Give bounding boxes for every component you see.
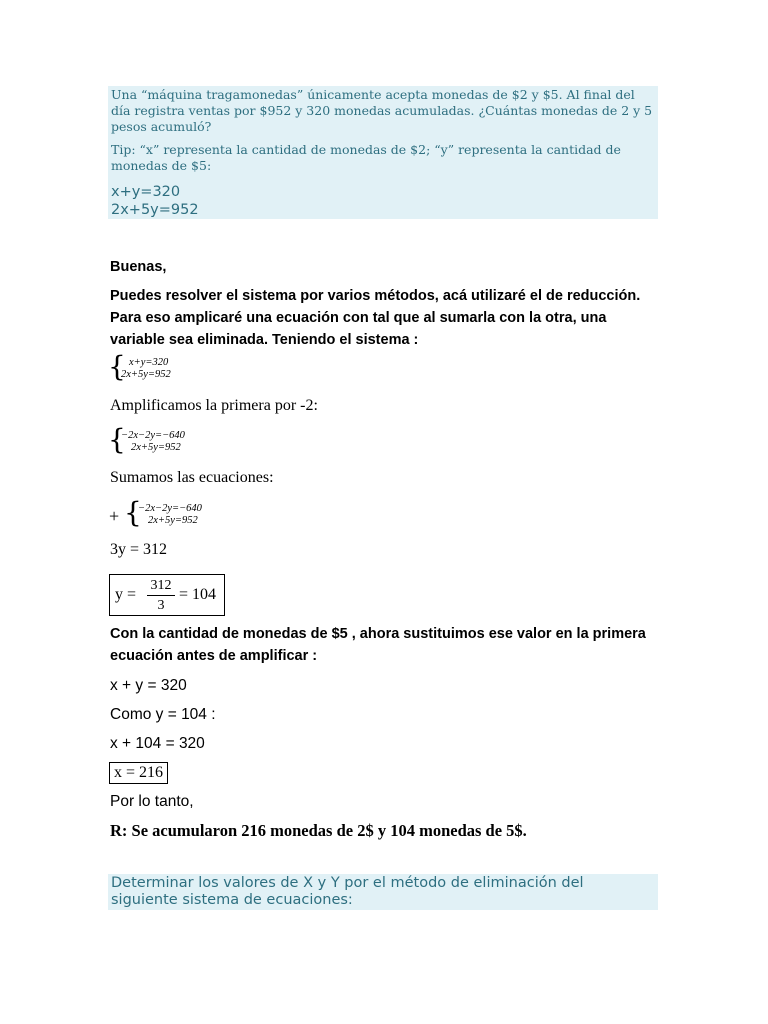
problem-equation-1: x+y=320 bbox=[111, 184, 181, 200]
line-x-plus-y: x + y = 320 bbox=[110, 677, 187, 694]
system-2-brace: { bbox=[108, 423, 126, 456]
problem-equation-2: 2x+5y=952 bbox=[111, 202, 199, 218]
next-problem-statement: Determinar los valores de X y Y por el método de eliminación del siguiente sistema de ecuaciones: bbox=[111, 875, 584, 908]
system-1-eq1: x+y=320 bbox=[129, 357, 169, 368]
y-lhs: y = bbox=[115, 586, 137, 603]
final-answer: R: Se acumularon 216 monedas de 2$ y 104 monedas de 5$. bbox=[110, 821, 527, 840]
amplify-text: Amplificamos la primera por -2: bbox=[110, 397, 318, 414]
y-result-box bbox=[109, 574, 225, 616]
y-numerator: 312 bbox=[150, 578, 172, 593]
problem-tip: Tip: “x” representa la cantidad de monedas de $2; “y” representa la cantidad de monedas de $5: bbox=[111, 142, 621, 173]
system-3-brace: { bbox=[124, 496, 142, 529]
result-3y: 3y = 312 bbox=[110, 541, 168, 558]
problem-statement: Una “máquina tragamonedas” únicamente acepta monedas de $2 y $5. Al final del día registra ventas por $952 y 320 monedas acumuladas. ¿Cuántas monedas de 2 y 5 pesos acumuló? bbox=[111, 87, 653, 134]
line-x-plus-104: x + 104 = 320 bbox=[110, 735, 205, 752]
sum-text: Sumamos las ecuaciones: bbox=[110, 469, 274, 486]
system-3-eq1: −2x−2y=−640 bbox=[138, 503, 202, 514]
y-rhs: = 104 bbox=[179, 586, 217, 603]
system-2-eq2: 2x+5y=952 bbox=[131, 442, 181, 453]
plus-sign: + bbox=[109, 506, 120, 526]
system-1-eq2: 2x+5y=952 bbox=[121, 369, 171, 380]
y-denominator: 3 bbox=[157, 598, 165, 613]
greeting: Buenas, bbox=[110, 259, 167, 275]
method-intro: Puedes resolver el sistema por varios métodos, acá utilizaré el de reducción. Para eso amplicaré una ecuación con tal que al sumarla con la otra, una variable sea eliminada. Teniendo el sistema : bbox=[110, 288, 641, 348]
line-como: Como y = 104 : bbox=[110, 706, 216, 723]
por-lo-tanto: Por lo tanto, bbox=[110, 793, 194, 810]
system-1-brace: { bbox=[108, 350, 126, 383]
system-3-eq2: 2x+5y=952 bbox=[148, 515, 198, 526]
x-result-box: x = 216 bbox=[109, 762, 168, 784]
system-2-eq1: −2x−2y=−640 bbox=[121, 430, 185, 441]
substitute-text: Con la cantidad de monedas de $5 , ahora sustituimos ese valor en la primera ecuación antes de amplificar : bbox=[110, 626, 646, 664]
